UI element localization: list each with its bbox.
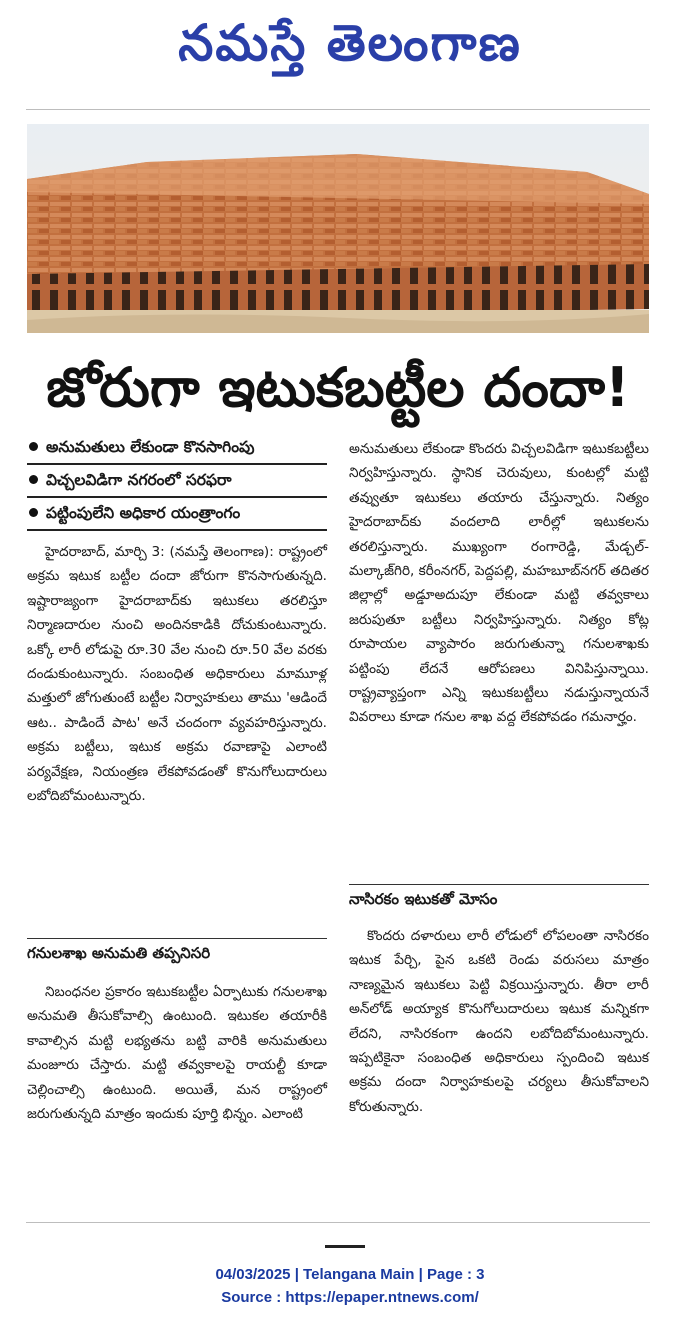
article-bottom-rule <box>26 1222 650 1223</box>
footer-source: Source : https://epaper.ntnews.com/ <box>221 1289 479 1306</box>
paragraph: హైదరాబాద్, మార్చి 3: (నమస్తే తెలంగాణ): రాష్ట్రంలో అక్రమ ఇటుక బట్టీల దందా జోరుగా కొనసాగుతున్నది. ఇష్టారాజ్యంగా హైదరాబాద్‌కు ఇటుకలు తరలిస్తూ నిర్మాణదారుల నుంచి అందినకాడికి దోచుకుంటున్నారు. ఒక్కో లారీ లోడుపై రూ.30 వేల నుంచి రూ.50 వేల వరకు దండుకుంటున్నారు. సంబంధిత అధికారులు మామూళ్ల మత్తులో జోగుతుంటే బట్టీల నిర్వాహకులు తాము 'ఆడిందే ఆట.. పాడిందే పాట' అనే చందంగా వ్యవహరిస్తున్నారు. అక్రమ బట్టీలు, ఇటుక అక్రమ రవాణాపై ఎలాంటి పర్యవేక్షణ, నియంత్రణ లేకపోవడంతో కొనుగోలుదారులు లబోదిబోమంటున్నారు. <box>27 544 327 805</box>
column-right-body-2 <box>349 924 649 1119</box>
bullet-list <box>27 432 327 531</box>
paragraph: కొందరు దళారులు లారీ లోడులో లోపలంతా నాసిరకం ఇటుక పేర్చి, పైన ఒకటి రెండు వరుసలు మాత్రం నాణ్యమైన ఇటుకలు పెట్టి విక్రయిస్తున్నారు. తీరా లారీ అన్‌లోడ్ అయ్యాక కొనుగోలుదారులు ఇటుక మన్నికగా లేదని, నాసిరకంగా ఉందని లబోదిబోమంటున్నారు. ఇప్పటికైనా సంబంధిత అధికారులు స్పందించి ఇటుక అక్రమ దందా నిర్వాహకులపై చర్యలు తీసుకోవాలని కోరుతున్నారు. <box>349 928 649 1115</box>
paragraph: అనుమతులు లేకుండా కొందరు విచ్చలవిడిగా ఇటుకబట్టీలు నిర్వహిస్తున్నారు. స్థానిక చెరువులు, కుంటల్లో మట్టి తవ్వుతూ ఇటుకలు తయారు చేస్తున్నారు. నిత్యం హైదరాబాద్‌కు వందలాది లారీల్లో ఇటుకలను తరలిస్తున్నారు. ముఖ్యంగా రంగారెడ్డి, మేడ్చల్-మల్కాజ్‌గిరి, కరీంనగర్, పెద్దపల్లి, మహబూబ్‌నగర్ తదితర జిల్లాల్లో అడ్డూఅదుపూ లేకుండా మట్టి తవ్వకాలు జరుపుతూ బట్టీలు నిర్వహిస్తున్నారు. నిత్యం కోట్ల రూపాయల వ్యాపారం జరుగుతున్నా గనులశాఖకు పట్టింపు లేదనే ఆరోపణలు వినిపిస్తున్నాయి. రాష్ట్రవ్యాప్తంగా ఎన్ని ఇటుకబట్టీలు నడుస్తున్నాయనే వివరాలు కూడా గనుల శాఖ వద్ద లేకపోవడం గమనార్హం. <box>349 441 649 726</box>
section-divider <box>349 884 649 885</box>
masthead-divider <box>26 109 650 110</box>
bullet-dot-icon <box>29 508 38 517</box>
brick-kiln-photo <box>27 124 649 333</box>
subheading: నాసిరకం ఇటుకతో మోసం <box>349 890 498 908</box>
section-divider <box>27 938 327 939</box>
paragraph: నిబంధనల ప్రకారం ఇటుకబట్టీల ఏర్పాటుకు గనులశాఖ అనుమతి తీసుకోవాల్సి ఉంటుంది. ఇటుకల తయారీకి కావాల్సిన మట్టి లభ్యతను బట్టి వారికి అనుమతులు మంజూరు చేస్తారు. మట్టి తవ్వకాలపై రాయల్టీ కూడా చెల్లించాల్సి ఉంటుంది. అయితే, మన రాష్ట్రంలో జరుగుతున్నది మాత్రం ఇందుకు పూర్తి భిన్నం. ఎలాంటి <box>27 984 327 1123</box>
bullet-item <box>27 465 327 498</box>
newspaper-masthead: నమస్తే తెలంగాణ <box>178 13 522 72</box>
footer-edition: 04/03/2025 | Telangana Main | Page : 3 <box>215 1266 485 1283</box>
bullet-text: అనుమతులు లేకుండా కొనసాగింపు <box>46 438 255 456</box>
bullet-dot-icon <box>29 442 38 451</box>
bullet-item <box>27 498 327 531</box>
column-right-body <box>349 437 649 730</box>
column-left-body <box>27 540 327 808</box>
bullet-text: పట్టింపులేని అధికార యంత్రాంగం <box>46 504 241 522</box>
footer-mark <box>325 1245 365 1248</box>
article-headline: జోరుగా ఇటుకబట్టీల దందా! <box>46 356 630 419</box>
column-left-body-2 <box>27 980 327 1126</box>
subheading: గనులశాఖ అనుమతి తప్పనిసరి <box>27 944 211 962</box>
bullet-text: విచ్చలవిడిగా నగరంలో సరఫరా <box>46 471 232 489</box>
bullet-item <box>27 432 327 465</box>
bullet-dot-icon <box>29 475 38 484</box>
